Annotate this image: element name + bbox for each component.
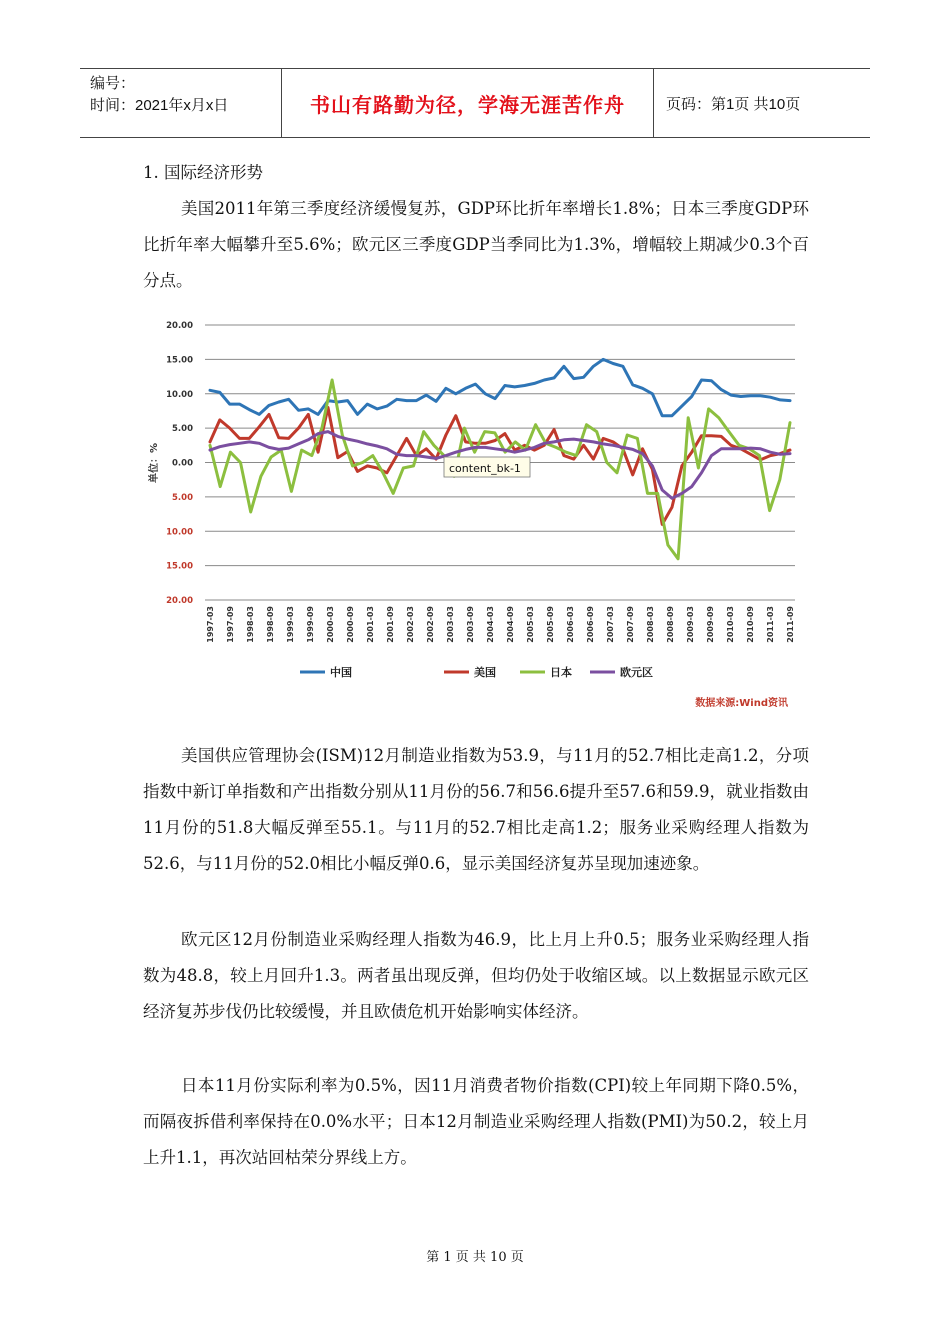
page-footer: 第 1 页 共 10 页 [426,1250,524,1265]
x-tick-label: 2010-03 [726,606,735,643]
x-tick-label: 2009-09 [706,606,715,643]
x-tick-label: 2006-09 [586,606,595,643]
x-tick-label: 2009-03 [686,606,695,643]
chart-y-tick-labels [166,321,193,606]
x-tick-label: 1997-09 [226,606,235,643]
y-tick-label: 15.00 [166,561,193,572]
legend-label: 中国 [330,666,352,679]
x-tick-label: 2011-09 [786,606,795,643]
x-tick-label: 2003-09 [466,606,475,643]
legend-item [520,665,572,679]
x-tick-label: 2003-03 [446,606,455,643]
x-tick-label: 2006-03 [566,606,575,643]
x-tick-label: 2010-09 [746,606,755,643]
header-motto: 书山有路勤为径，学海无涯苦作舟 [282,69,654,137]
legend-label: 日本 [550,666,572,679]
legend-label: 美国 [474,666,496,679]
legend-item [300,665,352,679]
paragraph-euro-pmi: 欧元区12月份制造业采购经理人指数为46.9，比上月上升0.5；服务业采购经理人指数为48.8，较上月回升1.3。两者虽出现反弹，但均仍处于收缩区域。以上数据显示欧元区经济复苏步伐仍比较缓慢，并且欧债危机开始影响实体经济。 [143,930,809,1021]
chart-annotation [444,457,530,477]
x-tick-label: 2002-09 [426,606,435,643]
x-tick-label: 1999-09 [306,606,315,643]
chart-source-note: 数据来源:Wind资讯 [695,698,788,709]
paragraph-us-ism: 美国供应管理协会(ISM)12月制造业指数为53.9，与11月的52.7相比走高1.2，分项指数中新订单指数和产出指数分别从11月份的56.7和56.6提升至57.6和59.9，就业指数由11月份的51.8大幅反弹至55.1。与11月的52.7相比走高1.2；服务业采购经理人指数为52.6，与11月份的52.0相比小幅反弹0.6，显示美国经济复苏呈现加速迹象。 [143,746,809,873]
x-tick-label: 2008-03 [646,606,655,643]
x-tick-label: 2011-03 [766,606,775,643]
chart-x-tick-labels [206,606,795,643]
chart-legend [300,665,653,679]
legend-item [444,665,496,679]
x-tick-label: 2007-03 [606,606,615,643]
x-tick-label: 2005-03 [526,606,535,643]
x-tick-label: 2001-03 [366,606,375,643]
header-page-number: 页码：第1页 共10页 [666,95,801,113]
x-tick-label: 2005-09 [546,606,555,643]
series-line [210,359,790,415]
y-tick-label: 0.00 [172,458,193,469]
y-tick-label: 10.00 [166,389,193,400]
x-tick-label: 1998-03 [246,606,255,643]
paragraph-gdp: 美国2011年第三季度经济缓慢复苏，GDP环比折年率增长1.8%；日本三季度GDP环比折年率大幅攀升至5.6%；欧元区三季度GDP当季同比为1.3%，增幅较上期减少0.3个百分点。 [143,199,809,290]
y-tick-label: 20.00 [166,321,193,331]
chart-annotation-label: content_bk-1 [449,462,521,475]
x-tick-label: 2002-03 [406,606,415,643]
section-title: 1. 国际经济形势 [143,163,263,182]
y-tick-label: 15.00 [166,355,193,366]
y-tick-label: 5.00 [172,424,193,435]
x-tick-label: 1999-03 [286,606,295,643]
x-tick-label: 1997-03 [206,606,215,643]
x-tick-label: 2001-09 [386,606,395,643]
x-tick-label: 1998-09 [266,606,275,643]
x-tick-label: 2004-03 [486,606,495,643]
y-tick-label: 10.00 [166,527,193,538]
x-tick-label: 2007-09 [626,606,635,643]
y-tick-label: 20.00 [166,596,193,606]
header-date: 时间：2021年x月x日 [90,97,229,114]
y-tick-label: 5.00 [172,492,193,503]
legend-item [590,665,653,679]
chart-y-axis-label: 单位：% [149,442,160,484]
x-tick-label: 2004-09 [506,606,515,643]
header-meta [80,69,282,137]
x-tick-label: 2008-09 [666,606,675,643]
paragraph-japan: 日本11月份实际利率为0.5%，因11月消费者物价指数(CPI)较上年同期下降0.5%，而隔夜拆借利率保持在0.0%水平；日本12月制造业采购经理人指数(PMI)为50.2，较上月上升1.1，再次站回枯荣分界线上方。 [143,1076,809,1167]
page-header [80,68,870,138]
x-tick-label: 2000-09 [346,606,355,643]
legend-label: 欧元区 [620,666,653,679]
gdp-growth-chart [140,310,820,720]
x-tick-label: 2000-03 [326,606,335,643]
header-number: 编号： [90,75,136,92]
